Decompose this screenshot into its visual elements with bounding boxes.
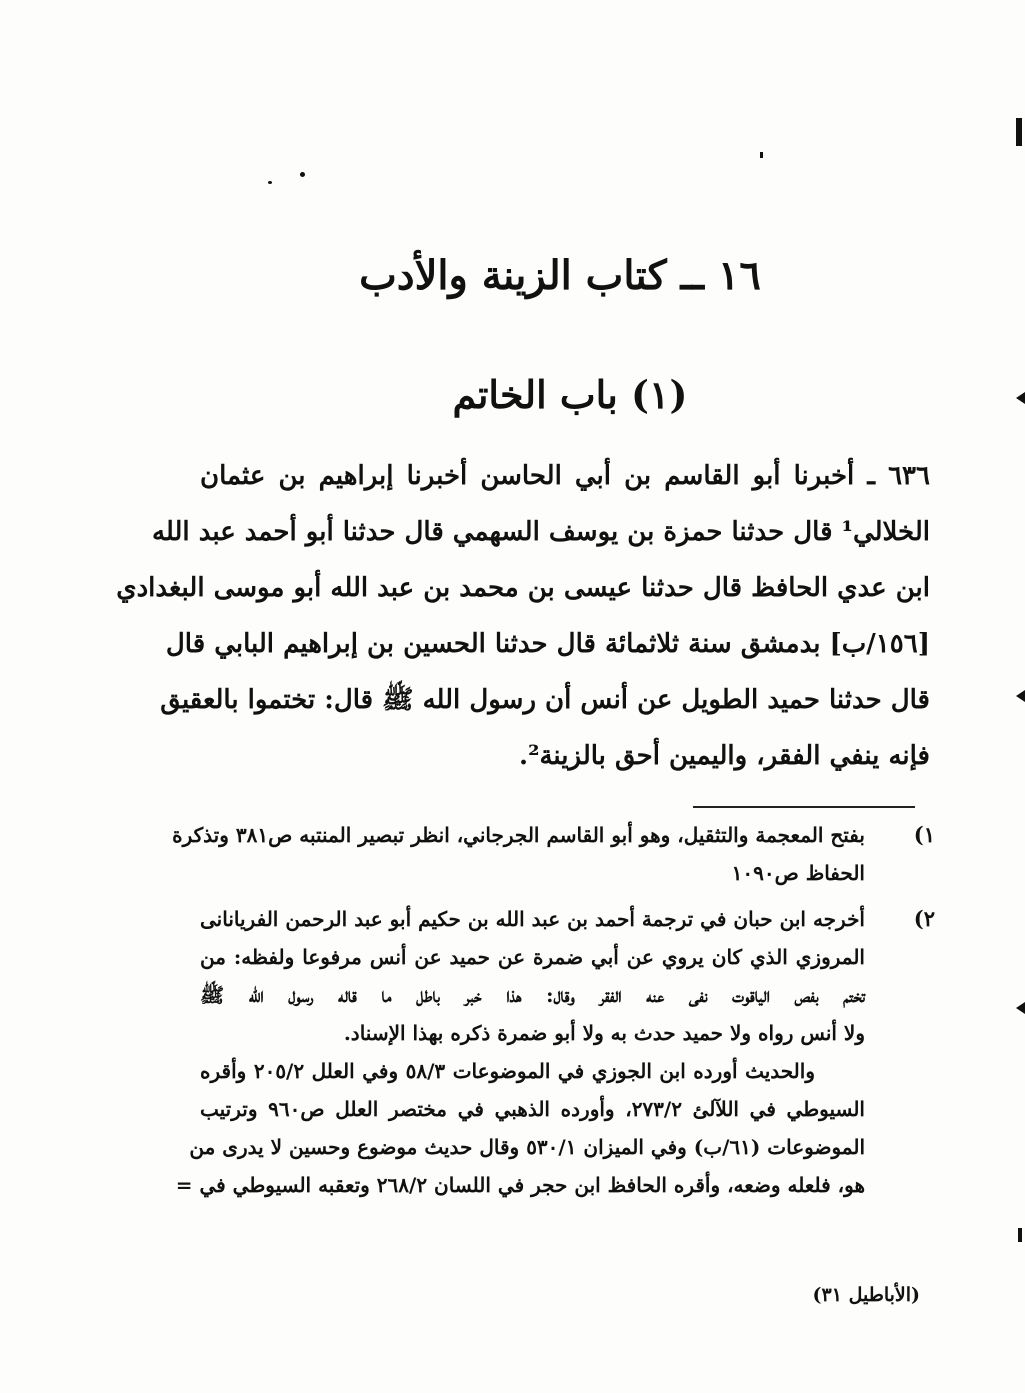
scan-speck bbox=[1016, 118, 1022, 146]
footnote-continuation bbox=[175, 1052, 865, 1204]
scan-speck bbox=[760, 152, 763, 158]
scan-speck bbox=[1018, 1228, 1022, 1242]
text-line: قال حدثنا حميد الطويل عن أنس أن رسول الله ﷺ قال: تختموا بالعقيق bbox=[160, 685, 930, 715]
footnote-line: هو، فلعله وضعه، وأقره الحافظ ابن حجر في اللسان ٢٦٨/٢ وتعقبه السيوطي في = bbox=[175, 1173, 865, 1197]
footnote-line: تختم بفص الياقوت نفى عنه الفقر وقال: هذا خبر باطل ما قاله رسول الله ﷺ bbox=[200, 983, 865, 1007]
section-title: (١) باب الخاتم bbox=[452, 372, 688, 417]
footnote-body bbox=[172, 816, 865, 892]
scan-edge-mark bbox=[1016, 690, 1025, 702]
text-line: ابن عدي الحافظ قال حدثنا عيسى بن محمد بن عبد الله أبو موسى البغدادي bbox=[116, 573, 930, 603]
text-line: [١٥٦/ب] بدمشق سنة ثلاثمائة قال حدثنا الحسين بن إبراهيم البابي قال bbox=[165, 629, 930, 659]
footnote-line: والحديث أورده ابن الجوزي في الموضوعات ٥٨/٣ وفي العلل ٢٠٥/٢ وأقره bbox=[200, 1059, 815, 1083]
footnote-line: الحفاظ ص١٠٩٠ bbox=[731, 861, 865, 885]
text-line: الخلالي¹ قال حدثنا حمزة بن يوسف السهمي قال حدثنا أبو أحمد عبد الله bbox=[151, 517, 930, 547]
footnote-number: ١) bbox=[913, 822, 935, 847]
text-line: ٦٣٦ ـ أخبرنا أبو القاسم بن أبي الحاسن أخبرنا إبراهيم بن عثمان bbox=[200, 461, 930, 491]
footnote-number: ٢) bbox=[913, 906, 935, 931]
footnote-1 bbox=[172, 816, 935, 892]
scan-edge-mark bbox=[1016, 392, 1025, 404]
footnote-line: الموضوعات (٦١/ب) وفي الميزان ٥٣٠/١ وقال حديث موضوع وحسين لا يدرى من bbox=[189, 1135, 865, 1159]
footnote-line: بفتح المعجمة والتثقيل، وهو أبو القاسم الجرجاني، انظر تبصير المنتبه ص٣٨١ وتذكرة bbox=[172, 823, 865, 847]
page-footer: (الأباطيل ٣١) bbox=[812, 1284, 920, 1306]
chapter-title: ١٦ ــ كتاب الزينة والأدب bbox=[359, 252, 761, 299]
footnote-line: أخرجه ابن حبان في ترجمة أحمد بن عبد الله بن حكيم أبو عبد الرحمن الفريانانى bbox=[200, 907, 865, 931]
footnote-line: ولا أنس رواه ولا حميد حدث به ولا أبو ضمرة ذكره بهذا الإسناد. bbox=[343, 1021, 865, 1045]
footnote-line: المروزي الذي كان يروي عن أبي ضمرة عن حميد عن أنس مرفوعا ولفظه: من bbox=[200, 945, 865, 969]
scan-speck bbox=[268, 181, 272, 184]
footnote-line: السيوطي في اللآلئ ٢٧٣/٢، وأورده الذهبي في مختصر العلل ص٩٦٠ وترتيب bbox=[200, 1097, 865, 1121]
footnote-2 bbox=[200, 900, 935, 1052]
scan-edge-mark bbox=[1016, 1002, 1025, 1014]
footnote-divider bbox=[693, 806, 915, 808]
main-text bbox=[116, 448, 930, 784]
footnote-body bbox=[200, 900, 865, 1052]
scan-speck bbox=[300, 172, 305, 177]
text-line: فإنه ينفي الفقر، واليمين أحق بالزينة². bbox=[519, 741, 930, 771]
footnotes bbox=[172, 816, 935, 1204]
